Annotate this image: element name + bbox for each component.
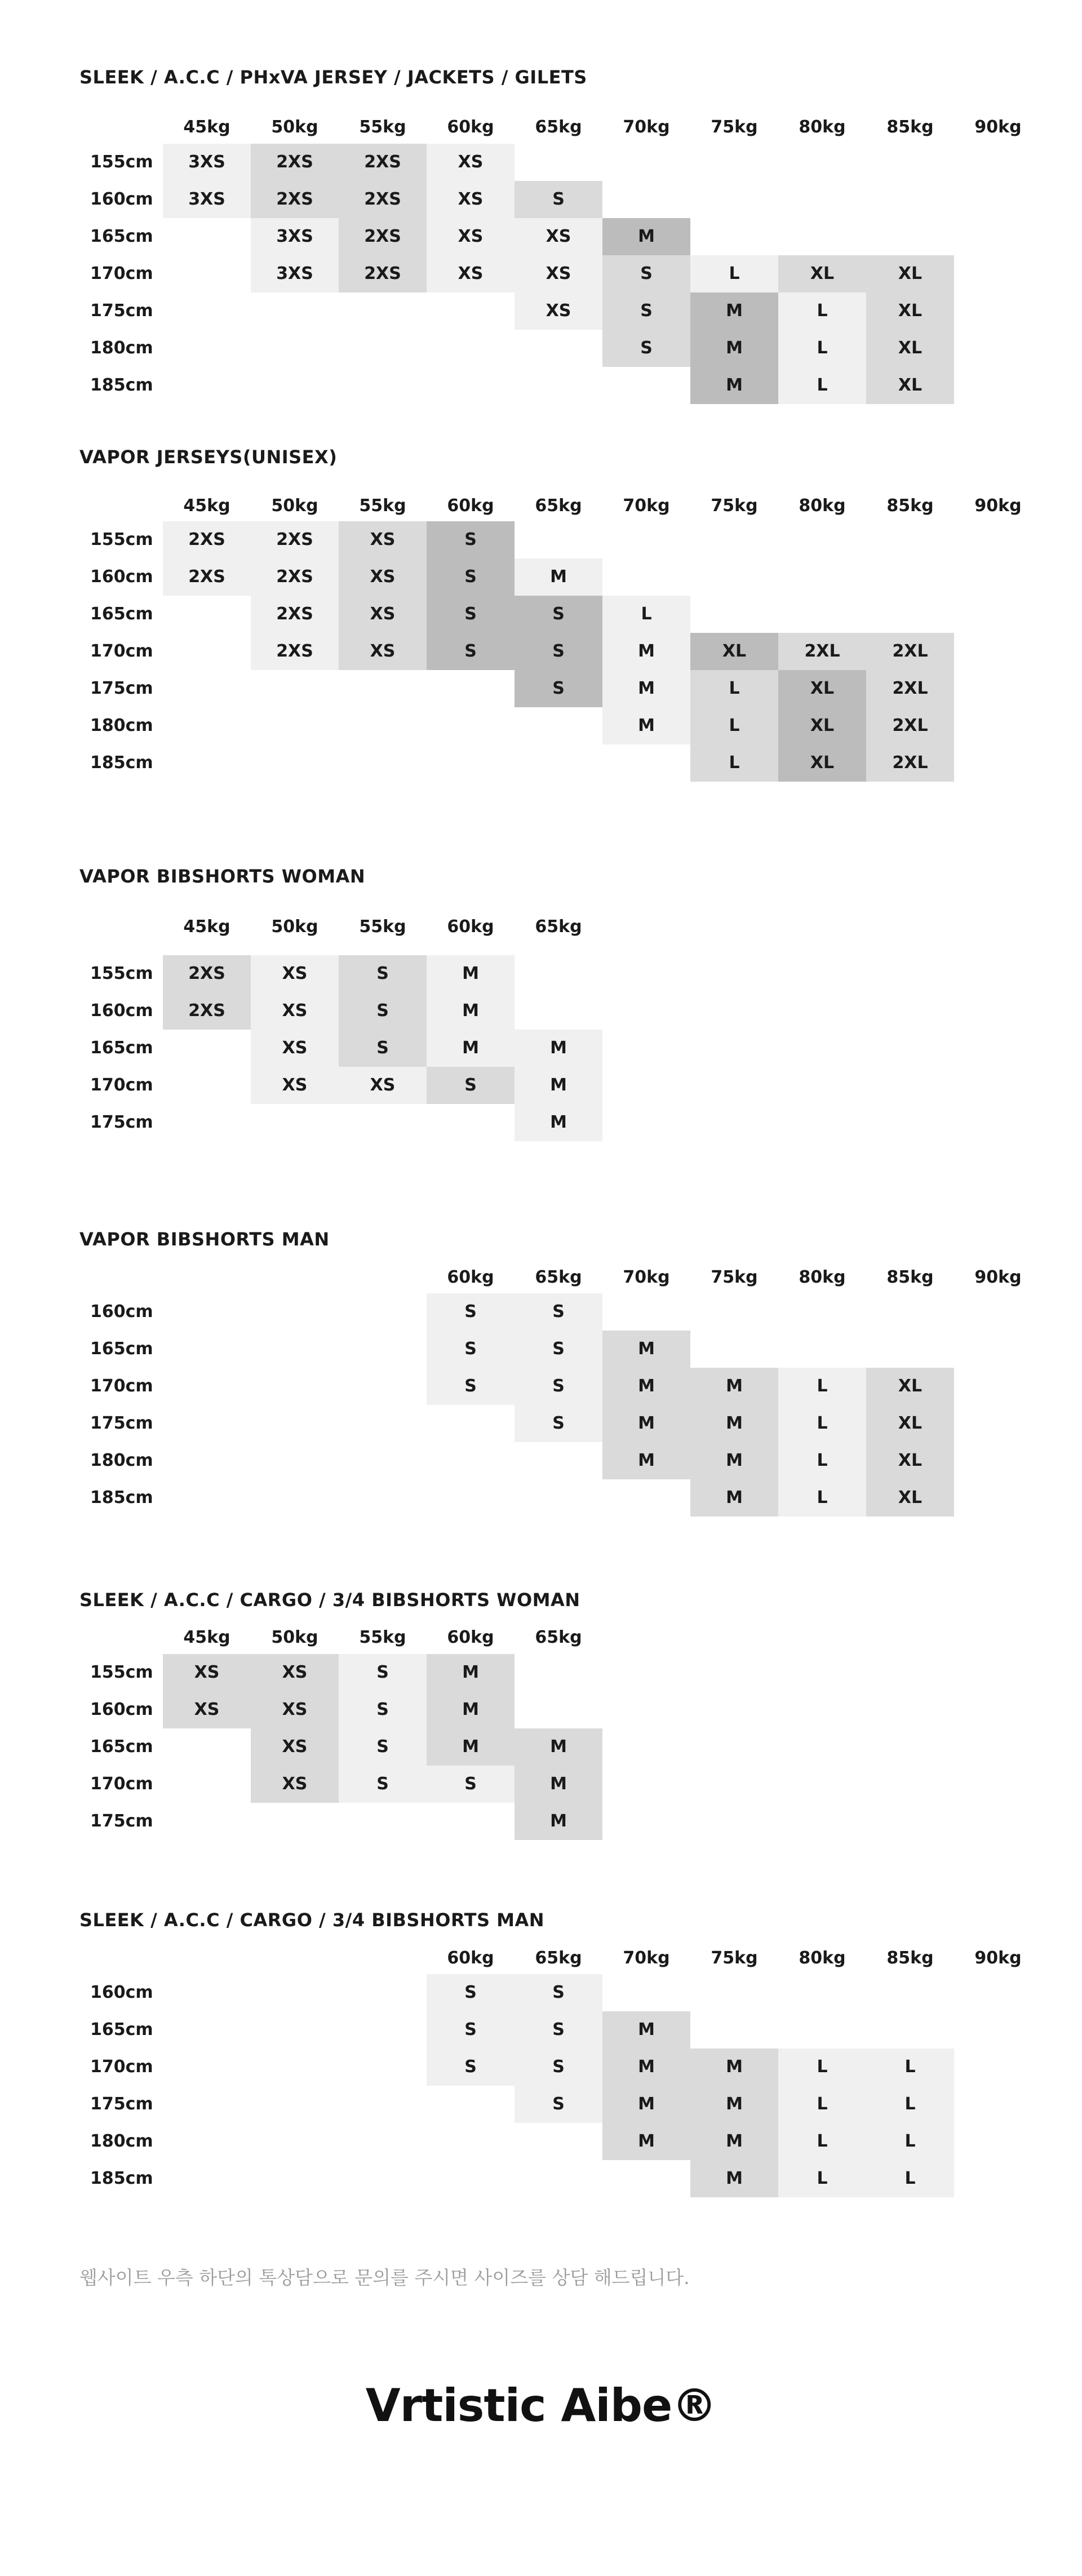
- weight-header: 70kg: [623, 117, 670, 137]
- size-cell: M: [602, 1331, 690, 1368]
- size-cell: XL: [778, 670, 866, 707]
- size-table-title: SLEEK / A.C.C / CARGO / 3/4 BIBSHORTS WOMAN: [79, 1589, 580, 1611]
- size-cell: L: [778, 2160, 866, 2197]
- size-cell: XS: [163, 1654, 251, 1691]
- weight-header: 55kg: [359, 917, 406, 937]
- size-cell: XL: [690, 633, 778, 670]
- size-cell: 2XS: [251, 596, 339, 633]
- weight-header: 90kg: [974, 1948, 1022, 1968]
- height-label: 160cm: [90, 1983, 153, 2002]
- size-cell: 2XL: [866, 633, 954, 670]
- size-cell: XS: [427, 218, 515, 255]
- size-cell: S: [427, 596, 515, 633]
- size-cell: XS: [251, 1030, 339, 1067]
- size-cell: S: [515, 596, 602, 633]
- weight-header: 90kg: [974, 496, 1022, 516]
- size-cell: XL: [866, 255, 954, 292]
- height-label: 155cm: [90, 1662, 153, 1682]
- size-cell: L: [778, 367, 866, 404]
- size-cell: S: [339, 1654, 427, 1691]
- weight-header: 90kg: [974, 117, 1022, 137]
- size-cell: XL: [778, 255, 866, 292]
- height-label: 170cm: [90, 1075, 153, 1095]
- size-cell: M: [515, 1067, 602, 1104]
- size-cell: 2XS: [163, 955, 251, 992]
- height-label: 170cm: [90, 264, 153, 283]
- weight-header: 75kg: [711, 496, 758, 516]
- weight-header: 75kg: [711, 1948, 758, 1968]
- size-cell: 2XS: [339, 218, 427, 255]
- size-cell: S: [515, 670, 602, 707]
- size-cell: S: [427, 2049, 515, 2086]
- size-cell: S: [515, 1974, 602, 2011]
- size-cell: L: [778, 292, 866, 330]
- height-label: 160cm: [90, 567, 153, 587]
- size-cell: M: [427, 955, 515, 992]
- size-cell: M: [602, 707, 690, 744]
- weight-header: 80kg: [799, 1267, 846, 1287]
- size-cell: S: [427, 633, 515, 670]
- size-cell: M: [427, 1030, 515, 1067]
- weight-header: 50kg: [271, 117, 318, 137]
- brand-logo: Vrtistic Aibe®: [365, 2379, 717, 2432]
- size-cell: XS: [251, 1067, 339, 1104]
- size-cell: S: [427, 2011, 515, 2049]
- size-cell: S: [339, 1691, 427, 1728]
- size-cell: XS: [515, 255, 602, 292]
- size-cell: L: [866, 2123, 954, 2160]
- size-cell: L: [778, 1479, 866, 1517]
- size-cell: S: [427, 1331, 515, 1368]
- weight-header: 80kg: [799, 1948, 846, 1968]
- height-label: 160cm: [90, 1700, 153, 1719]
- height-label: 165cm: [90, 227, 153, 246]
- height-label: 160cm: [90, 1001, 153, 1021]
- size-cell: S: [515, 2011, 602, 2049]
- size-cell: S: [339, 1030, 427, 1067]
- size-cell: XS: [251, 992, 339, 1030]
- size-cell: L: [690, 707, 778, 744]
- size-cell: XL: [778, 744, 866, 782]
- size-cell: XL: [866, 1405, 954, 1442]
- weight-header: 45kg: [183, 496, 230, 516]
- weight-header: 60kg: [447, 1628, 494, 1647]
- size-cell: L: [778, 2123, 866, 2160]
- size-cell: S: [427, 558, 515, 596]
- size-cell: XS: [427, 144, 515, 181]
- weight-header: 85kg: [886, 496, 934, 516]
- weight-header: 65kg: [535, 917, 582, 937]
- size-table-title: SLEEK / A.C.C / PHxVA JERSEY / JACKETS / GILETS: [79, 66, 587, 88]
- size-cell: 3XS: [163, 181, 251, 218]
- size-cell: XL: [866, 1479, 954, 1517]
- weight-header: 85kg: [886, 1267, 934, 1287]
- size-cell: M: [602, 218, 690, 255]
- height-label: 165cm: [90, 2020, 153, 2039]
- size-cell: L: [778, 1442, 866, 1479]
- weight-header: 80kg: [799, 117, 846, 137]
- weight-header: 60kg: [447, 1948, 494, 1968]
- size-cell: L: [690, 255, 778, 292]
- height-label: 185cm: [90, 2169, 153, 2188]
- size-cell: M: [427, 1654, 515, 1691]
- size-cell: XL: [866, 367, 954, 404]
- height-label: 180cm: [90, 1451, 153, 1470]
- weight-header: 65kg: [535, 1267, 582, 1287]
- weight-header: 60kg: [447, 1267, 494, 1287]
- size-cell: M: [690, 1442, 778, 1479]
- size-cell: M: [690, 330, 778, 367]
- size-cell: S: [427, 1293, 515, 1331]
- size-cell: L: [690, 670, 778, 707]
- size-cell: 2XL: [866, 707, 954, 744]
- size-cell: 2XS: [251, 558, 339, 596]
- size-cell: XS: [251, 1728, 339, 1766]
- size-cell: 3XS: [251, 218, 339, 255]
- size-cell: M: [427, 1728, 515, 1766]
- size-cell: M: [515, 1803, 602, 1840]
- height-label: 170cm: [90, 2057, 153, 2077]
- size-cell: S: [339, 1766, 427, 1803]
- size-cell: M: [690, 292, 778, 330]
- size-cell: M: [602, 2086, 690, 2123]
- size-cell: L: [778, 1368, 866, 1405]
- weight-header: 55kg: [359, 496, 406, 516]
- height-label: 185cm: [90, 375, 153, 395]
- size-cell: M: [602, 1368, 690, 1405]
- size-cell: XS: [515, 218, 602, 255]
- height-label: 170cm: [90, 641, 153, 661]
- weight-header: 70kg: [623, 1948, 670, 1968]
- height-label: 185cm: [90, 1488, 153, 1508]
- height-label: 180cm: [90, 716, 153, 735]
- size-cell: S: [515, 1293, 602, 1331]
- size-cell: L: [602, 596, 690, 633]
- size-cell: S: [427, 1067, 515, 1104]
- size-cell: S: [515, 1331, 602, 1368]
- consultation-notice: 웹사이트 우측 하단의 톡상담으로 문의를 주시면 사이즈를 상담 해드립니다.: [79, 2267, 690, 2289]
- size-cell: XL: [866, 1368, 954, 1405]
- size-cell: 2XS: [251, 633, 339, 670]
- size-cell: 2XS: [339, 255, 427, 292]
- size-cell: 2XS: [339, 144, 427, 181]
- height-label: 175cm: [90, 2094, 153, 2114]
- height-label: 170cm: [90, 1376, 153, 1396]
- size-cell: S: [339, 955, 427, 992]
- size-cell: XL: [866, 330, 954, 367]
- size-cell: S: [339, 992, 427, 1030]
- height-label: 180cm: [90, 2131, 153, 2151]
- size-cell: 2XS: [163, 558, 251, 596]
- size-cell: 2XS: [163, 992, 251, 1030]
- weight-header: 65kg: [535, 496, 582, 516]
- size-cell: XL: [866, 292, 954, 330]
- size-cell: S: [515, 1405, 602, 1442]
- size-cell: S: [515, 2049, 602, 2086]
- size-cell: 3XS: [163, 144, 251, 181]
- size-cell: S: [602, 330, 690, 367]
- size-cell: M: [515, 1728, 602, 1766]
- size-table-title: VAPOR JERSEYS(UNISEX): [79, 446, 338, 468]
- size-cell: L: [778, 330, 866, 367]
- size-cell: M: [602, 1442, 690, 1479]
- size-cell: S: [427, 1368, 515, 1405]
- size-cell: S: [515, 2086, 602, 2123]
- height-label: 165cm: [90, 604, 153, 624]
- size-cell: 2XL: [778, 633, 866, 670]
- size-cell: M: [690, 1368, 778, 1405]
- size-cell: 2XS: [339, 181, 427, 218]
- size-cell: S: [602, 255, 690, 292]
- height-label: 165cm: [90, 1737, 153, 1757]
- size-cell: M: [602, 2011, 690, 2049]
- size-cell: S: [427, 1766, 515, 1803]
- height-label: 155cm: [90, 152, 153, 172]
- size-cell: L: [866, 2049, 954, 2086]
- weight-header: 45kg: [183, 1628, 230, 1647]
- size-cell: M: [427, 992, 515, 1030]
- size-cell: XS: [251, 1691, 339, 1728]
- size-cell: XS: [339, 596, 427, 633]
- height-label: 155cm: [90, 964, 153, 983]
- size-table-title: SLEEK / A.C.C / CARGO / 3/4 BIBSHORTS MAN: [79, 1909, 545, 1931]
- weight-header: 45kg: [183, 117, 230, 137]
- size-cell: M: [690, 2086, 778, 2123]
- size-cell: S: [602, 292, 690, 330]
- weight-header: 50kg: [271, 496, 318, 516]
- weight-header: 75kg: [711, 117, 758, 137]
- size-cell: S: [427, 1974, 515, 2011]
- size-cell: L: [778, 2049, 866, 2086]
- weight-header: 45kg: [183, 917, 230, 937]
- size-cell: XS: [427, 255, 515, 292]
- size-cell: M: [690, 1405, 778, 1442]
- size-cell: S: [339, 1728, 427, 1766]
- size-cell: L: [866, 2160, 954, 2197]
- size-cell: XS: [163, 1691, 251, 1728]
- size-cell: M: [690, 2160, 778, 2197]
- size-cell: M: [690, 2123, 778, 2160]
- height-label: 165cm: [90, 1339, 153, 1359]
- size-cell: M: [515, 1766, 602, 1803]
- height-label: 155cm: [90, 530, 153, 549]
- weight-header: 85kg: [886, 117, 934, 137]
- size-cell: S: [515, 633, 602, 670]
- weight-header: 50kg: [271, 1628, 318, 1647]
- weight-header: 50kg: [271, 917, 318, 937]
- size-cell: M: [602, 670, 690, 707]
- weight-header: 65kg: [535, 1948, 582, 1968]
- height-label: 175cm: [90, 1413, 153, 1433]
- height-label: 175cm: [90, 1112, 153, 1132]
- size-cell: XS: [251, 1654, 339, 1691]
- size-cell: M: [515, 1104, 602, 1141]
- size-cell: 2XL: [866, 670, 954, 707]
- weight-header: 55kg: [359, 1628, 406, 1647]
- size-cell: M: [515, 558, 602, 596]
- weight-header: 60kg: [447, 496, 494, 516]
- weight-header: 70kg: [623, 1267, 670, 1287]
- height-label: 160cm: [90, 1302, 153, 1322]
- size-cell: M: [515, 1030, 602, 1067]
- size-table-title: VAPOR BIBSHORTS MAN: [79, 1229, 330, 1250]
- size-cell: XS: [339, 558, 427, 596]
- size-cell: 2XS: [163, 521, 251, 558]
- height-label: 160cm: [90, 189, 153, 209]
- size-cell: XL: [866, 1442, 954, 1479]
- size-cell: S: [515, 1368, 602, 1405]
- size-cell: M: [690, 367, 778, 404]
- size-cell: M: [602, 633, 690, 670]
- size-cell: M: [690, 1479, 778, 1517]
- size-cell: XS: [339, 521, 427, 558]
- size-cell: S: [427, 521, 515, 558]
- size-cell: 2XS: [251, 144, 339, 181]
- height-label: 165cm: [90, 1038, 153, 1058]
- size-cell: L: [778, 1405, 866, 1442]
- size-cell: M: [602, 2123, 690, 2160]
- size-table-title: VAPOR BIBSHORTS WOMAN: [79, 866, 366, 887]
- weight-header: 90kg: [974, 1267, 1022, 1287]
- size-cell: M: [602, 1405, 690, 1442]
- size-cell: 2XS: [251, 181, 339, 218]
- weight-header: 65kg: [535, 1628, 582, 1647]
- size-cell: XS: [339, 1067, 427, 1104]
- size-cell: XS: [427, 181, 515, 218]
- weight-header: 70kg: [623, 496, 670, 516]
- weight-header: 80kg: [799, 496, 846, 516]
- height-label: 175cm: [90, 1811, 153, 1831]
- height-label: 170cm: [90, 1774, 153, 1794]
- weight-header: 60kg: [447, 117, 494, 137]
- size-cell: XL: [778, 707, 866, 744]
- height-label: 180cm: [90, 338, 153, 358]
- size-cell: L: [778, 2086, 866, 2123]
- size-cell: XS: [339, 633, 427, 670]
- weight-header: 85kg: [886, 1948, 934, 1968]
- size-cell: XS: [251, 955, 339, 992]
- size-cell: 2XL: [866, 744, 954, 782]
- size-cell: S: [515, 181, 602, 218]
- height-label: 175cm: [90, 301, 153, 321]
- height-label: 185cm: [90, 753, 153, 773]
- size-cell: 2XS: [251, 521, 339, 558]
- height-label: 175cm: [90, 679, 153, 698]
- size-cell: M: [602, 2049, 690, 2086]
- size-cell: M: [427, 1691, 515, 1728]
- size-cell: M: [690, 2049, 778, 2086]
- weight-header: 65kg: [535, 117, 582, 137]
- size-cell: L: [690, 744, 778, 782]
- size-cell: L: [866, 2086, 954, 2123]
- weight-header: 55kg: [359, 117, 406, 137]
- size-cell: 3XS: [251, 255, 339, 292]
- weight-header: 60kg: [447, 917, 494, 937]
- size-cell: XS: [515, 292, 602, 330]
- size-cell: XS: [251, 1766, 339, 1803]
- weight-header: 75kg: [711, 1267, 758, 1287]
